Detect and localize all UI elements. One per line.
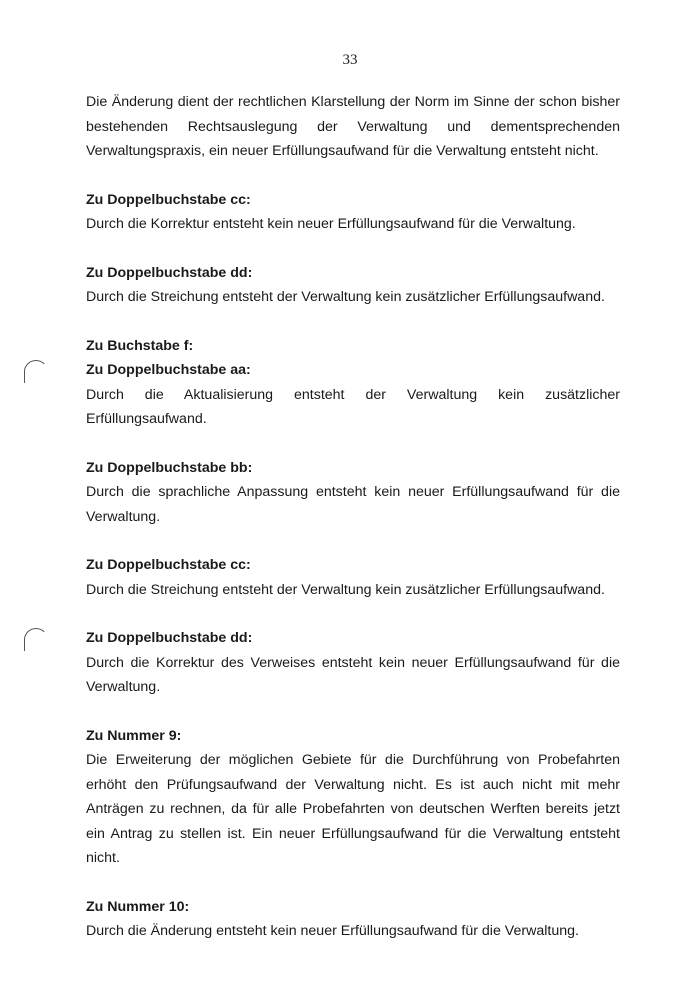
intro-paragraph: Die Änderung dient der rechtlichen Klarstellung der Norm im Sinne der schon bisher bestehenden Rechtsauslegung der Verwaltung und dementsprechenden Verwaltungspraxis, ein neuer Erfüllungsaufwand für die Verwaltung entsteht nicht. [86,94,620,159]
section-heading: Zu Doppelbuchstabe dd: [86,264,253,281]
punch-hole-mark-bottom [24,628,48,651]
section-nummer-9 [86,724,620,871]
section-heading: Zu Nummer 10: [86,898,190,915]
section-heading: Zu Buchstabe f: [86,337,194,354]
section-text: Durch die sprachliche Anpassung entsteht kein neuer Erfüllungsaufwand für die Verwaltung. [86,484,620,525]
section-doppelbuchstabe-dd-1 [86,261,620,310]
section-subheading: Zu Doppelbuchstabe aa: [86,362,251,378]
section-text: Durch die Korrektur entsteht kein neuer Erfüllungsaufwand für die Verwaltung. [86,216,576,232]
page-number: 33 [342,52,358,68]
section-heading: Zu Doppelbuchstabe cc: [86,191,251,208]
punch-hole-mark-top [24,360,48,383]
section-text: Durch die Streichung entsteht der Verwaltung kein zusätzlicher Erfüllungsaufwand. [86,289,605,305]
section-doppelbuchstabe-dd-2 [86,626,620,700]
section-heading: Zu Doppelbuchstabe dd: [86,630,253,646]
section-heading: Zu Doppelbuchstabe bb: [86,459,253,476]
section-text: Die Erweiterung der möglichen Gebiete für die Durchführung von Probefahrten erhöht den Prüfungsaufwand der Verwaltung nicht. Es ist auch nicht mit mehr Anträgen zu rechnen, da für alle Probefahrten von deutschen Werften bereits jetzt ein Antrag zu stellen ist. Ein neuer Erfüllungsaufwand für die Verwaltung entsteht nicht. [86,752,620,866]
section-text: Durch die Aktualisierung entsteht der Verwaltung kein zusätzlicher Erfüllungsaufwand. [86,386,620,427]
section-text: Durch die Streichung entsteht der Verwaltung kein zusätzlicher Erfüllungsaufwand. [86,581,605,598]
section-text: Durch die Änderung entsteht kein neuer Erfüllungsaufwand für die Verwaltung. [86,923,579,939]
section-nummer-10 [86,895,620,944]
section-doppelbuchstabe-cc-1 [86,188,620,237]
section-text: Durch die Korrektur des Verweises entsteht kein neuer Erfüllungsaufwand für die Verwaltung. [86,654,620,695]
section-doppelbuchstabe-cc-2 [86,553,620,602]
document-body [86,90,620,944]
section-heading: Zu Nummer 9: [86,727,182,744]
section-buchstabe-f [86,334,620,432]
section-heading: Zu Doppelbuchstabe cc: [86,557,251,573]
section-doppelbuchstabe-bb [86,456,620,530]
